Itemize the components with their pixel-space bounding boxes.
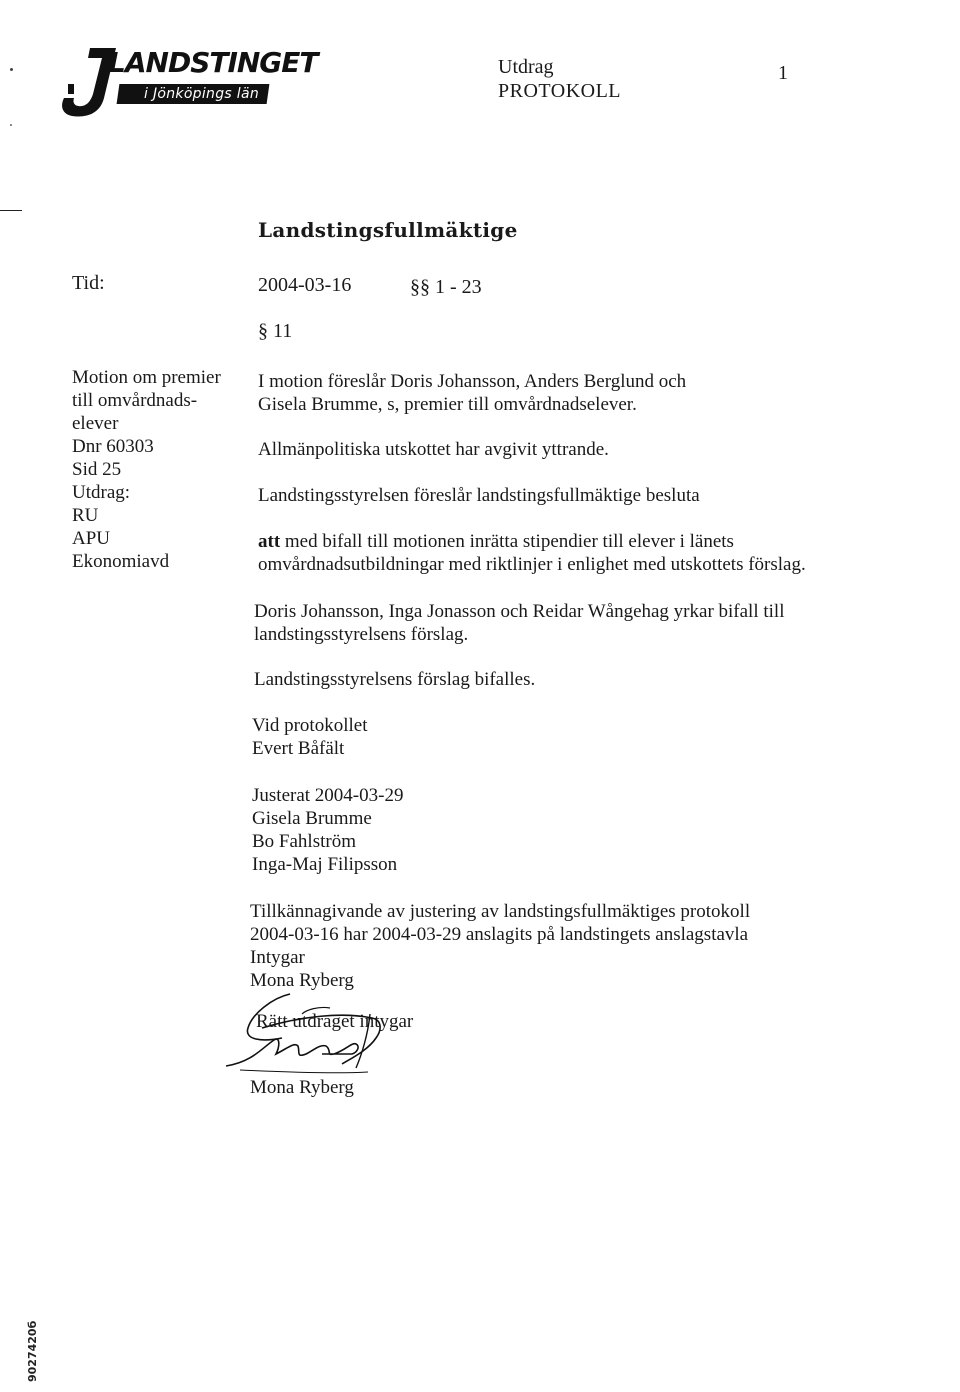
logo-region: i Jönköpings län xyxy=(144,86,260,102)
signature-name: Mona Ryberg xyxy=(250,1077,354,1098)
announcement-line: Tillkännagivande av justering av landstingsfullmäktiges protokoll xyxy=(250,901,751,922)
certification-stamp: Rätt utdraget intygar xyxy=(256,1011,414,1032)
header-type: Utdrag xyxy=(498,56,554,78)
tid-label: Tid: xyxy=(72,272,105,294)
motion-text-line: Gisela Brumme, s, premier till omvårdnadselever. xyxy=(258,394,637,415)
certifier-name: Mona Ryberg xyxy=(250,970,354,991)
motion-support-line: landstingsstyrelsens förslag. xyxy=(254,624,469,645)
motion-text-line: I motion föreslår Doris Johansson, Anders Berglund och xyxy=(258,371,687,392)
decision-line: omvårdnadsutbildningar med riktlinjer i enlighet med utskottets förslag. xyxy=(258,554,806,575)
meeting-date: 2004-03-16 xyxy=(258,274,352,296)
header-doc: PROTOKOLL xyxy=(498,80,622,102)
decision-result: Landstingsstyrelsens förslag bifalles. xyxy=(254,669,536,690)
board-proposal: Landstingsstyrelsen föreslår landstingsfullmäktige besluta xyxy=(258,485,700,506)
adjuster-name: Inga-Maj Filipsson xyxy=(252,854,398,875)
decision-line xyxy=(258,530,734,553)
document-code-text: 9027420б xyxy=(26,1320,39,1382)
announcement-line: 2004-03-16 har 2004-03-29 anslagits på landstingets anslagstavla xyxy=(250,924,749,945)
sidebar-line: RU xyxy=(72,505,99,526)
sidebar-line: APU xyxy=(72,528,111,549)
sidebar-line: Utdrag: xyxy=(72,482,131,503)
punch-mark xyxy=(10,124,12,126)
document-title: Landstingsfullmäktige xyxy=(258,218,518,242)
sidebar-line: till omvårdnads- xyxy=(72,390,198,411)
page-number: 1 xyxy=(778,62,788,84)
committee-statement: Allmänpolitiska utskottet har avgivit yttrande. xyxy=(258,439,609,460)
handwritten-signature xyxy=(222,984,402,1084)
adjuster-name: Bo Fahlström xyxy=(252,831,356,852)
section-number: § 11 xyxy=(258,320,293,342)
document-code xyxy=(22,1292,46,1392)
fold-mark xyxy=(0,210,22,211)
minute-taker-label: Vid protokollet xyxy=(252,715,368,736)
sidebar-line: Dnr 60303 xyxy=(72,436,154,457)
punch-mark xyxy=(10,68,13,71)
logo-name: LANDSTINGET xyxy=(108,46,318,79)
decision-text: med bifall till motionen inrätta stipendier till elever i länets xyxy=(280,531,734,552)
adjusted-date: Justerat 2004-03-29 xyxy=(252,785,404,806)
sidebar-line: Sid 25 xyxy=(72,459,122,480)
minute-taker-name: Evert Båfält xyxy=(252,738,345,759)
landstinget-logo xyxy=(60,44,318,120)
paragraph-range: §§ 1 - 23 xyxy=(410,276,482,298)
certifier-label: Intygar xyxy=(250,947,305,968)
sidebar-line: elever xyxy=(72,413,119,434)
sidebar-line: Ekonomiavd xyxy=(72,551,170,572)
att-keyword: att xyxy=(258,531,281,552)
motion-support-line: Doris Johansson, Inga Jonasson och Reidar Wångehag yrkar bifall till xyxy=(254,601,785,622)
adjuster-name: Gisela Brumme xyxy=(252,808,372,829)
sidebar-line: Motion om premier xyxy=(72,367,221,388)
